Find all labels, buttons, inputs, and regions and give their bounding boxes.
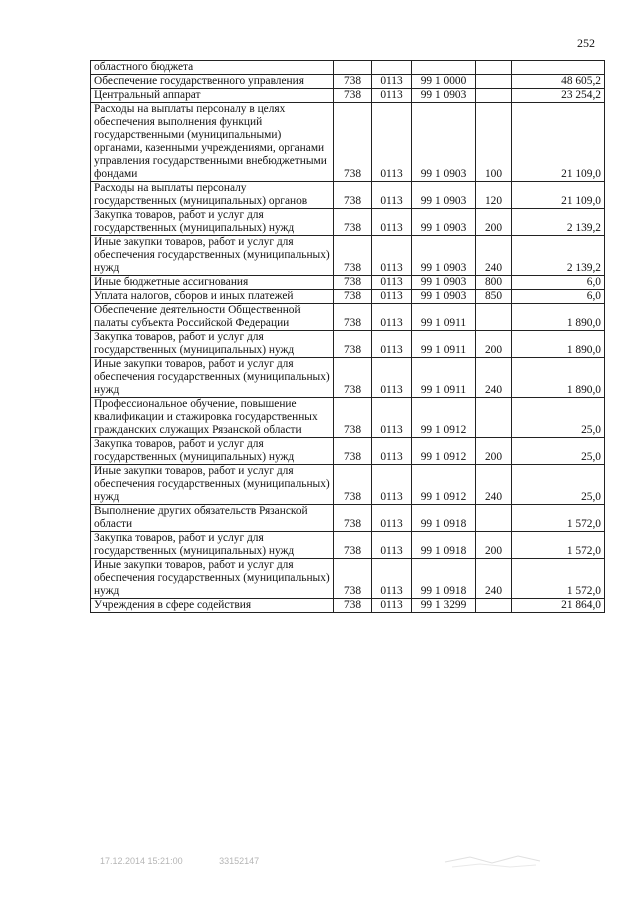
cell-name: Выполнение других обязательств Рязанской области: [91, 505, 334, 532]
cell-target-article: 99 1 0911: [412, 304, 476, 331]
cell-target-article: 99 1 0903: [412, 89, 476, 103]
cell-expense-type: 100: [476, 103, 512, 182]
cell-ministry-code: 738: [334, 290, 372, 304]
cell-ministry-code: 738: [334, 398, 372, 438]
cell-amount: 6,0: [512, 290, 605, 304]
table-row: [91, 438, 605, 465]
cell-name: Закупка товаров, работ и услуг для государственных (муниципальных) нужд: [91, 438, 334, 465]
cell-ministry-code: 738: [334, 559, 372, 599]
cell-target-article: 99 1 0911: [412, 331, 476, 358]
cell-ministry-code: 738: [334, 331, 372, 358]
cell-expense-type: 200: [476, 438, 512, 465]
cell-expense-type: 120: [476, 182, 512, 209]
cell-section-code: 0113: [372, 304, 412, 331]
cell-amount: 21 109,0: [512, 182, 605, 209]
table-row: [91, 331, 605, 358]
cell-ministry-code: 738: [334, 465, 372, 505]
cell-expense-type: [476, 304, 512, 331]
cell-amount: [512, 61, 605, 75]
cell-section-code: 0113: [372, 209, 412, 236]
table-row: [91, 182, 605, 209]
table-row: [91, 61, 605, 75]
cell-name: Иные закупки товаров, работ и услуг для обеспечения государственных (муниципальных) нужд: [91, 236, 334, 276]
cell-section-code: [372, 61, 412, 75]
cell-target-article: [412, 61, 476, 75]
table-row: [91, 276, 605, 290]
cell-target-article: 99 1 0903: [412, 209, 476, 236]
cell-ministry-code: 738: [334, 599, 372, 613]
cell-amount: 21 864,0: [512, 599, 605, 613]
footer-timestamp: 17.12.2014 15:21:00: [100, 856, 183, 866]
cell-name: Профессиональное обучение, повышение квалификации и стажировка государственных гражданских служащих Рязанской области: [91, 398, 334, 438]
cell-expense-type: [476, 61, 512, 75]
footer-stamp: [100, 856, 293, 866]
cell-section-code: 0113: [372, 398, 412, 438]
cell-section-code: 0113: [372, 532, 412, 559]
cell-amount: 1 890,0: [512, 331, 605, 358]
cell-amount: 1 572,0: [512, 559, 605, 599]
cell-target-article: 99 1 0903: [412, 103, 476, 182]
page-number: 252: [577, 36, 595, 50]
cell-target-article: 99 1 0918: [412, 505, 476, 532]
cell-amount: 1 572,0: [512, 532, 605, 559]
cell-section-code: 0113: [372, 276, 412, 290]
cell-ministry-code: 738: [334, 276, 372, 290]
cell-amount: 25,0: [512, 465, 605, 505]
cell-name: Центральный аппарат: [91, 89, 334, 103]
cell-ministry-code: 738: [334, 358, 372, 398]
cell-section-code: 0113: [372, 75, 412, 89]
cell-expense-type: 800: [476, 276, 512, 290]
cell-expense-type: 240: [476, 358, 512, 398]
cell-name: Закупка товаров, работ и услуг для государственных (муниципальных) нужд: [91, 209, 334, 236]
cell-expense-type: 240: [476, 236, 512, 276]
cell-name: Закупка товаров, работ и услуг для государственных (муниципальных) нужд: [91, 331, 334, 358]
cell-name: Обеспечение государственного управления: [91, 75, 334, 89]
cell-expense-type: [476, 75, 512, 89]
cell-target-article: 99 1 0903: [412, 182, 476, 209]
table-row: [91, 398, 605, 438]
cell-amount: 23 254,2: [512, 89, 605, 103]
cell-section-code: 0113: [372, 182, 412, 209]
faded-stamp-mark: [440, 850, 545, 870]
footer-doc-id: 33152147: [219, 856, 260, 866]
table-row: [91, 304, 605, 331]
cell-section-code: 0113: [372, 290, 412, 304]
cell-expense-type: 200: [476, 209, 512, 236]
cell-name: областного бюджета: [91, 61, 334, 75]
table-row: [91, 75, 605, 89]
cell-ministry-code: 738: [334, 532, 372, 559]
cell-name: Обеспечение деятельности Общественной палаты субъекта Российской Федерации: [91, 304, 334, 331]
cell-ministry-code: 738: [334, 89, 372, 103]
cell-name: Закупка товаров, работ и услуг для государственных (муниципальных) нужд: [91, 532, 334, 559]
budget-table: [90, 60, 605, 613]
cell-expense-type: 200: [476, 331, 512, 358]
cell-ministry-code: 738: [334, 505, 372, 532]
cell-name: Расходы на выплаты персоналу государственных (муниципальных) органов: [91, 182, 334, 209]
cell-amount: 6,0: [512, 276, 605, 290]
table-row: [91, 599, 605, 613]
cell-expense-type: [476, 398, 512, 438]
table-row: [91, 358, 605, 398]
table-row: [91, 559, 605, 599]
cell-ministry-code: 738: [334, 304, 372, 331]
cell-amount: 21 109,0: [512, 103, 605, 182]
cell-section-code: 0113: [372, 505, 412, 532]
cell-section-code: 0113: [372, 331, 412, 358]
cell-name: Уплата налогов, сборов и иных платежей: [91, 290, 334, 304]
table-row: [91, 290, 605, 304]
cell-expense-type: [476, 89, 512, 103]
cell-name: Учреждения в сфере содействия: [91, 599, 334, 613]
cell-ministry-code: 738: [334, 438, 372, 465]
cell-ministry-code: [334, 61, 372, 75]
cell-section-code: 0113: [372, 599, 412, 613]
cell-target-article: 99 1 3299: [412, 599, 476, 613]
cell-expense-type: 240: [476, 465, 512, 505]
cell-expense-type: 200: [476, 532, 512, 559]
cell-amount: 25,0: [512, 398, 605, 438]
cell-target-article: 99 1 0903: [412, 236, 476, 276]
cell-amount: 25,0: [512, 438, 605, 465]
cell-name: Иные закупки товаров, работ и услуг для обеспечения государственных (муниципальных) нужд: [91, 358, 334, 398]
cell-target-article: 99 1 0903: [412, 290, 476, 304]
budget-table-body: [91, 61, 605, 613]
cell-name: Иные бюджетные ассигнования: [91, 276, 334, 290]
cell-ministry-code: 738: [334, 236, 372, 276]
cell-target-article: 99 1 0912: [412, 465, 476, 505]
table-row: [91, 465, 605, 505]
cell-target-article: 99 1 0000: [412, 75, 476, 89]
table-row: [91, 236, 605, 276]
cell-section-code: 0113: [372, 465, 412, 505]
table-row: [91, 103, 605, 182]
table-row: [91, 505, 605, 532]
cell-expense-type: [476, 599, 512, 613]
cell-section-code: 0113: [372, 89, 412, 103]
cell-ministry-code: 738: [334, 182, 372, 209]
cell-name: Расходы на выплаты персоналу в целях обеспечения выполнения функций государственными (муниципальными) органами, казенными учреждениями, органами управления государственными внебюджетными фондами: [91, 103, 334, 182]
cell-name: Иные закупки товаров, работ и услуг для обеспечения государственных (муниципальных) нужд: [91, 559, 334, 599]
cell-section-code: 0113: [372, 358, 412, 398]
cell-name: Иные закупки товаров, работ и услуг для обеспечения государственных (муниципальных) нужд: [91, 465, 334, 505]
cell-ministry-code: 738: [334, 209, 372, 236]
cell-target-article: 99 1 0911: [412, 358, 476, 398]
cell-section-code: 0113: [372, 236, 412, 276]
cell-section-code: 0113: [372, 559, 412, 599]
cell-target-article: 99 1 0918: [412, 532, 476, 559]
cell-ministry-code: 738: [334, 103, 372, 182]
cell-target-article: 99 1 0918: [412, 559, 476, 599]
cell-target-article: 99 1 0912: [412, 398, 476, 438]
cell-amount: 2 139,2: [512, 209, 605, 236]
cell-amount: 1 890,0: [512, 358, 605, 398]
cell-section-code: 0113: [372, 438, 412, 465]
cell-target-article: 99 1 0903: [412, 276, 476, 290]
table-row: [91, 89, 605, 103]
cell-amount: 1 572,0: [512, 505, 605, 532]
table-row: [91, 532, 605, 559]
cell-target-article: 99 1 0912: [412, 438, 476, 465]
cell-amount: 2 139,2: [512, 236, 605, 276]
cell-amount: 1 890,0: [512, 304, 605, 331]
cell-expense-type: 240: [476, 559, 512, 599]
cell-ministry-code: 738: [334, 75, 372, 89]
table-row: [91, 209, 605, 236]
cell-section-code: 0113: [372, 103, 412, 182]
cell-expense-type: [476, 505, 512, 532]
cell-amount: 48 605,2: [512, 75, 605, 89]
cell-expense-type: 850: [476, 290, 512, 304]
